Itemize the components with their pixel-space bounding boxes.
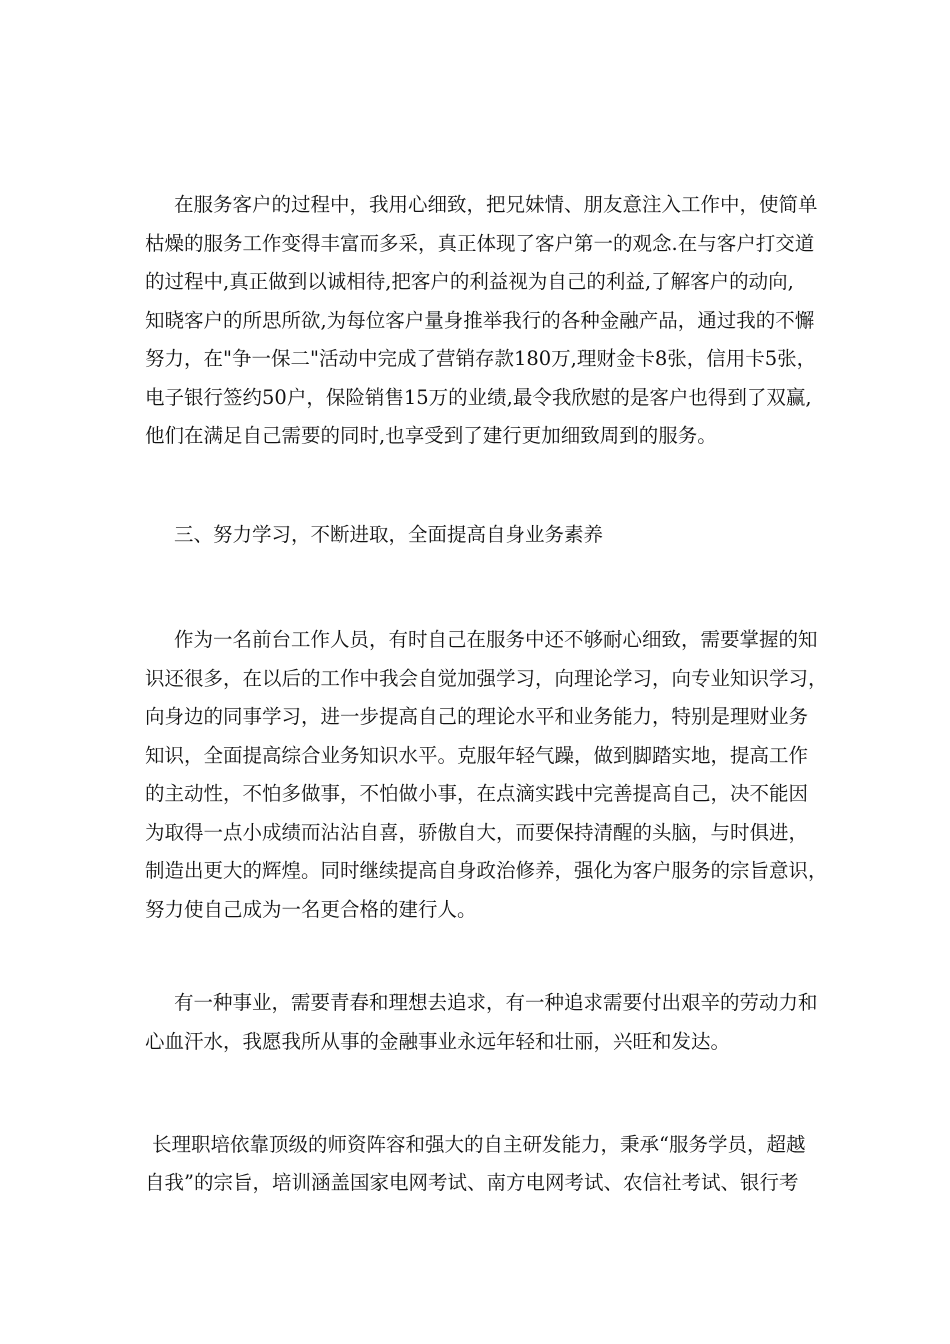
paragraph-2-line-7: 制造出更大的辉煌。同时继续提高自身政治修养，强化为客户服务的宗旨意识， <box>145 859 828 882</box>
paragraph-2-line-4: 知识，全面提高综合业务知识水平。克服年轻气躁，做到脚踏实地，提高工作 <box>145 744 809 767</box>
paragraph-1-line-6: 电子银行签约50户，保险销售15万的业绩,最令我欣慰的是客户也得到了双赢, <box>145 386 812 409</box>
paragraph-1-line-1: 在服务客户的过程中，我用心细致，把兄妹情、朋友意注入工作中，使简单 <box>174 193 818 216</box>
section-heading: 三、努力学习，不断进取，全面提高自身业务素养 <box>174 523 604 546</box>
paragraph-2-line-3: 向身边的同事学习，进一步提高自己的理论水平和业务能力，特别是理财业务 <box>145 705 809 728</box>
paragraph-2-line-8: 努力使自己成为一名更合格的建行人。 <box>145 898 477 921</box>
paragraph-3-line-1: 有一种事业，需要青春和理想去追求，有一种追求需要付出艰辛的劳动力和 <box>174 991 818 1014</box>
paragraph-1-line-3: 的过程中,真正做到以诚相待,把客户的利益视为自己的利益,了解客户的动向, <box>145 270 794 293</box>
paragraph-2-line-5: 的主动性，不怕多做事，不怕做小事，在点滴实践中完善提高自己，决不能因 <box>145 782 809 805</box>
paragraph-1-line-7: 他们在满足自己需要的同时,也享受到了建行更加细致周到的服务。 <box>145 424 717 447</box>
paragraph-2-line-2: 识还很多，在以后的工作中我会自觉加强学习，向理论学习，向专业知识学习， <box>145 667 828 690</box>
paragraph-2-line-6: 为取得一点小成绩而沾沾自喜，骄傲自大，而要保持清醒的头脑，与时俱进， <box>145 821 809 844</box>
paragraph-3-line-2: 心血汗水，我愿我所从事的金融事业永远年轻和壮丽，兴旺和发达。 <box>145 1030 731 1053</box>
paragraph-1-line-5: 努力，在"争一保二"活动中完成了营销存款180万,理财金卡8张，信用卡5张， <box>145 347 817 370</box>
paragraph-1-line-4: 知晓客户的所思所欲,为每位客户量身推举我行的各种金融产品，通过我的不懈 <box>145 309 815 332</box>
paragraph-4-line-2: 自我”的宗旨，培训涵盖国家电网考试、南方电网考试、农信社考试、银行考 <box>145 1171 799 1194</box>
paragraph-1-line-2: 枯燥的服务工作变得丰富而多采，真正体现了客户第一的观念.在与客户打交道 <box>145 232 815 255</box>
paragraph-2-line-1: 作为一名前台工作人员，有时自己在服务中还不够耐心细致，需要掌握的知 <box>174 628 818 651</box>
paragraph-4-line-1: 长理职培依靠顶级的师资阵容和强大的自主研发能力，秉承“服务学员，超越 <box>152 1133 806 1156</box>
